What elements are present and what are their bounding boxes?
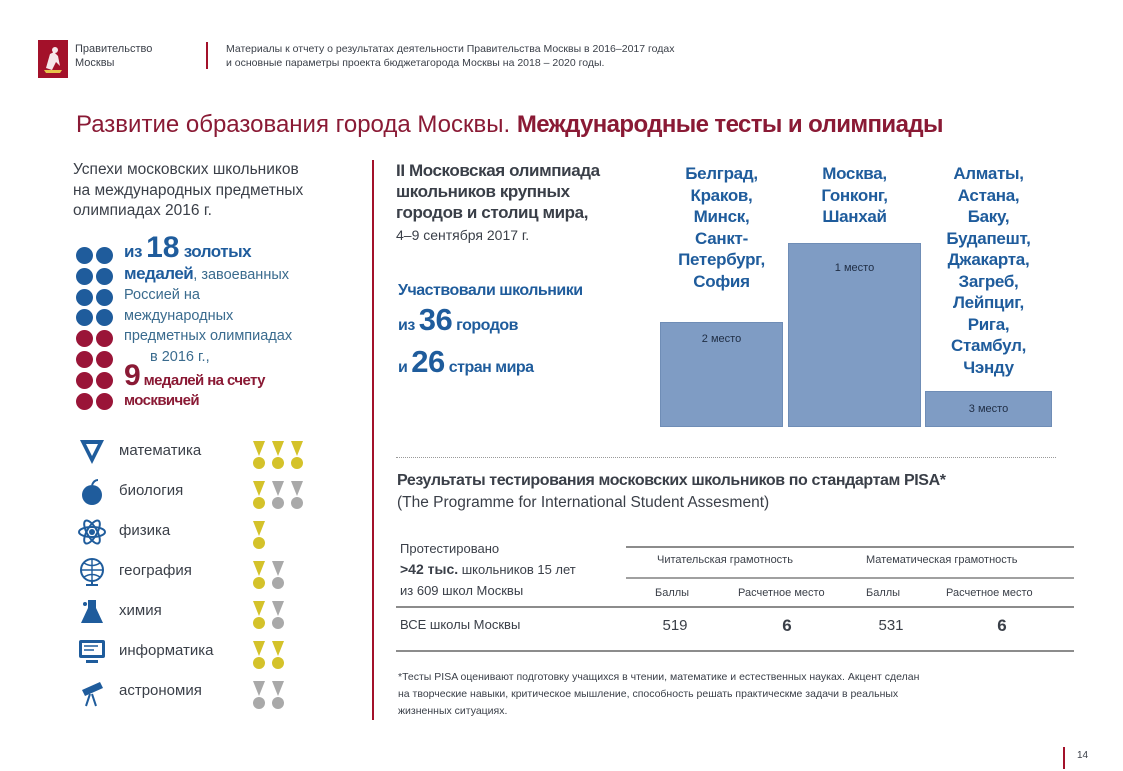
third-place-city: Астана, (957, 185, 1020, 205)
moscow-medals-text (124, 359, 324, 411)
red-medal-dot (96, 393, 113, 410)
first-place-city: Москва, (822, 164, 887, 183)
gold-medal-icon (252, 640, 266, 670)
third-place-cities (925, 163, 1052, 378)
second-place-city: Петербург, (678, 250, 765, 269)
page-number: 14 (1077, 750, 1089, 761)
third-place-city: Баку, (967, 207, 1010, 226)
blue-medal-dot (76, 289, 93, 306)
blue-medal-dot (76, 268, 93, 285)
silver-medal-icon (271, 480, 285, 510)
math-points-value: 531 (878, 617, 904, 634)
note-line-2: на творческие навыки, критическое мышление, способность решать практическме задачи в реальных (398, 688, 899, 700)
intro-line-1: Успехи московских школьников (73, 161, 299, 178)
title-part-2: Международные тесты и олимпиады (516, 111, 943, 138)
reading-points-header: Баллы (655, 587, 690, 599)
pisa-title: Результаты тестирования московских школьников по стандартам PISA* (397, 472, 946, 489)
table-header-rule (396, 606, 1074, 608)
red-medal-dot (96, 330, 113, 347)
doc-line-2: и основные параметры проекта бюджетагорода Москвы на 2018 – 2020 годы. (226, 57, 605, 69)
moscow-line-2: москвичей (124, 392, 200, 409)
second-place-city: София (693, 271, 750, 291)
third-place-city: Алматы, (953, 164, 1024, 183)
second-place-city: Краков, (690, 185, 753, 205)
subject-label: астрономия (119, 682, 202, 699)
silver-medal-icon (290, 480, 304, 510)
second-place-cities (660, 163, 783, 292)
intro-line-2: на международных предметных (73, 181, 304, 199)
org-line-2: Москвы (75, 57, 115, 69)
page-title (76, 110, 943, 140)
participants-and: и (398, 359, 412, 376)
gold-line-5: предметных олимпиадах (124, 328, 293, 344)
countries-word: стран мира (444, 359, 534, 376)
subject-label: математика (119, 442, 202, 459)
red-medal-dot (76, 393, 93, 410)
participants-line-1: Участвовали школьники (398, 282, 583, 299)
cities-count: 36 (418, 302, 453, 337)
atom-icon (76, 516, 108, 548)
gold-line-4: международных (124, 307, 234, 324)
silver-medal-icon (271, 560, 285, 590)
document-subtitle (226, 42, 674, 70)
gold-medal-icon (252, 440, 266, 470)
blue-medal-dot (96, 309, 113, 326)
gold-line-6: в 2016 г., (150, 348, 210, 365)
tested-line-1: Протестировано (400, 541, 500, 556)
gold-medal-icon (252, 480, 266, 510)
olympiad-title-line-3: городов и столиц мира, (396, 203, 589, 222)
tested-line-2-rest: школьников 15 лет (458, 562, 576, 577)
row-label-all-schools: ВСЕ школы Москвы (400, 617, 521, 632)
gold-prefix: из (124, 242, 147, 261)
subject-label: химия (119, 602, 162, 619)
olympiad-date: 4–9 сентября 2017 г. (396, 227, 530, 243)
gold-count: 18 (146, 231, 180, 264)
blue-medal-dot (96, 247, 113, 264)
organization-name (75, 42, 152, 70)
gold-medal-icon (252, 520, 266, 550)
cities-word: городов (452, 317, 518, 334)
third-place-city: Лейпциг, (953, 293, 1024, 312)
title-part-1: Развитие образования города Москвы. (76, 111, 517, 138)
first-place-city: Гонконг, (821, 185, 888, 205)
pisa-subtitle: (The Programme for International Student Assesment) (397, 494, 770, 511)
second-place-city: Минск, (693, 207, 750, 226)
gold-medal-icon (252, 600, 266, 630)
reading-points-value: 519 (662, 617, 688, 634)
tested-line-3: из 609 школ Москвы (400, 583, 524, 598)
podium-first-label: 1 место (834, 262, 875, 274)
first-place-city: Шанхай (822, 207, 887, 226)
third-place-city: Чэнду (963, 357, 1014, 377)
first-place-cities (788, 163, 921, 228)
math-points-header: Баллы (866, 587, 901, 599)
third-place-city: Джакарта, (947, 250, 1030, 269)
flask-icon (76, 596, 108, 628)
triangle-ruler-icon (76, 436, 108, 468)
red-medal-dot (96, 372, 113, 389)
note-line-3: жизненных ситуациях. (398, 705, 508, 717)
section-separator (396, 457, 1056, 458)
olympiad-title-line-2: школьников крупных (396, 182, 570, 201)
silver-medal-icon (271, 680, 285, 710)
pisa-footnote (398, 669, 1038, 720)
column-divider (372, 160, 374, 720)
table-top-rule (626, 546, 1074, 548)
header-divider (206, 42, 208, 69)
reading-rank-header: Расчетное место (738, 587, 825, 599)
reading-group-header: Читательская грамотность (657, 554, 793, 566)
subject-label: физика (119, 522, 171, 539)
note-line-1: *Тесты PISA оценивают подготовку учащихся в чтении, математике и естественных науках. Акцент сделан (398, 671, 920, 683)
red-medal-dot (76, 372, 93, 389)
gold-medal-icon (290, 440, 304, 470)
math-rank-header: Расчетное место (946, 587, 1033, 599)
moscow-medal-count: 9 (124, 359, 141, 392)
countries-count: 26 (411, 344, 445, 379)
subject-label: география (119, 562, 192, 579)
telescope-icon (76, 676, 108, 708)
gold-line-3: Россией на (124, 287, 200, 303)
gold-line-2-rest: , завоеванных (193, 266, 289, 283)
second-place-city: Санкт- (695, 228, 748, 248)
gold-medals-text (124, 231, 334, 367)
second-place-city: Белград, (685, 164, 758, 183)
silver-medal-icon (252, 680, 266, 710)
red-medal-dot (76, 351, 93, 368)
math-rank-value: 6 (997, 616, 1007, 635)
podium-second-label: 2 место (701, 333, 742, 345)
red-medal-dot (76, 330, 93, 347)
moscow-line-1: медалей на счету (140, 372, 265, 389)
third-place-city: Стамбул, (950, 336, 1027, 355)
table-bottom-rule (396, 650, 1074, 652)
third-place-city: Будапешт, (946, 228, 1031, 248)
third-place-city: Загреб, (958, 271, 1019, 291)
third-place-city: Рига, (967, 314, 1010, 334)
table-mid-rule (626, 577, 1074, 579)
blue-medal-dot (96, 289, 113, 306)
gold-medal-icon (271, 440, 285, 470)
participants-text (398, 280, 583, 386)
intro-text (73, 160, 303, 222)
apple-icon (76, 476, 108, 508)
math-group-header: Математическая грамотность (866, 554, 1018, 566)
org-line-1: Правительство (75, 43, 153, 55)
moscow-coat-of-arms-logo (38, 40, 68, 78)
silver-medal-icon (271, 600, 285, 630)
blue-medal-dot (76, 309, 93, 326)
doc-line-1: Материалы к отчету о результатах деятельности Правительства Москвы в 2016–2017 годах (226, 43, 675, 55)
olympiad-title-line-1: II Московская олимпиада (396, 161, 600, 180)
podium-first (788, 243, 921, 427)
red-medal-dot (96, 351, 113, 368)
globe-icon (76, 556, 108, 588)
page-number-bar (1063, 747, 1065, 769)
intro-line-3: олимпиадах 2016 г. (73, 202, 212, 219)
gold-medal-icon (271, 640, 285, 670)
subject-label: информатика (119, 642, 214, 659)
blue-medal-dot (96, 268, 113, 285)
gold-word: золотых (179, 242, 252, 261)
participants-from: из (398, 317, 419, 334)
podium-third (925, 391, 1052, 427)
tested-info (400, 538, 576, 601)
reading-rank-value: 6 (782, 616, 792, 635)
gold-medals-word: медалей (124, 263, 194, 283)
gold-medal-icon (252, 560, 266, 590)
tested-count: >42 тыс. (400, 561, 459, 577)
olympiad-title (396, 160, 600, 223)
subject-label: биология (119, 482, 184, 499)
blue-medal-dot (76, 247, 93, 264)
computer-icon (76, 636, 108, 668)
podium-third-label: 3 место (968, 403, 1009, 415)
subject-row (76, 516, 316, 550)
podium-second (660, 322, 783, 427)
